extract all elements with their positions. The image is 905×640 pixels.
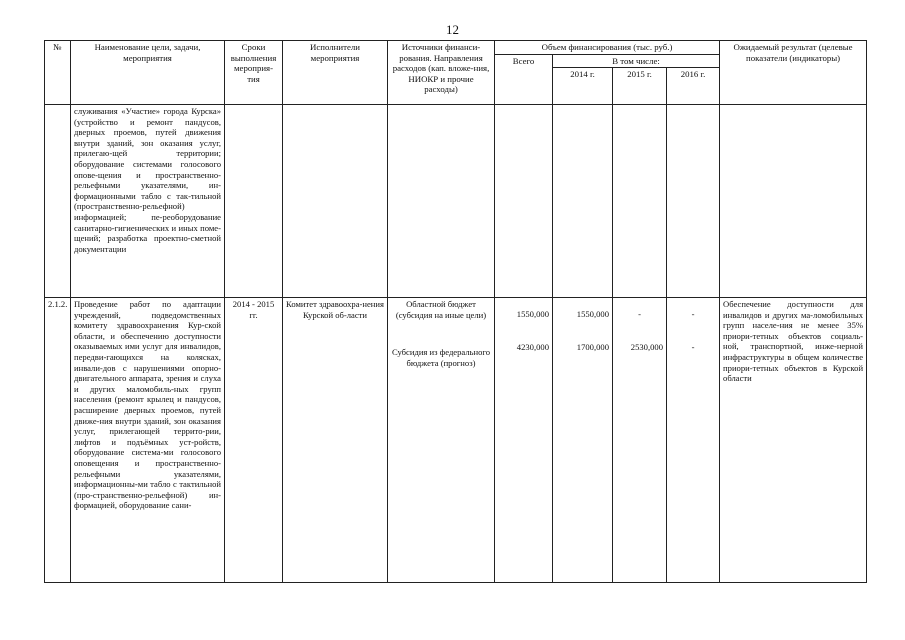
funding-2014: 1550,000 <box>576 309 609 319</box>
row-result: Обеспечение доступности для инвалидов и других ма-ломобильных групп населе-ния не менее 35% приори-тетных объектов социаль-ной, транспортной, инже-нерной инфраструктуры в общем количестве приори-тетных объектов в Курской области <box>720 298 867 583</box>
header-total: Всего <box>495 54 553 105</box>
row-num: 2.1.2. <box>45 298 71 583</box>
header-num: № <box>45 41 71 105</box>
row-num <box>45 105 71 298</box>
row-deadlines <box>225 105 283 298</box>
funding-source: Областной бюджет (субсидия на иные цели) <box>395 299 487 320</box>
row-total <box>495 298 553 583</box>
funding-2016: - <box>691 309 695 319</box>
header-year-2015: 2015 г. <box>613 68 667 105</box>
funding-2014: 1700,000 <box>576 342 609 352</box>
row-result <box>720 105 867 298</box>
funding-source: Субсидия из федерального бюджета (прогноз) <box>391 347 491 368</box>
row-2015 <box>613 298 667 583</box>
row-sources <box>388 298 495 583</box>
header-year-2014: 2014 г. <box>553 68 613 105</box>
row-2016 <box>667 298 720 583</box>
row-executors <box>283 105 388 298</box>
row-sources <box>388 105 495 298</box>
funding-total: 1550,000 <box>516 309 549 319</box>
row-executors: Комитет здравоохра-нения Курской об-ласти <box>283 298 388 583</box>
table-row <box>45 298 867 583</box>
row-name: Проведение работ по адаптации учреждений, подведомственных комитету здравоохранения Кур-ской области, и обеспечению доступности оказываемых ими услуг для инвалидов, передви-гающихся на колясках, инвали-дов с нарушениями опорно-двигательного аппарата, зрения и слуха и других маломобиль-ных групп населения (ремонт крылец и пандусов, расширение дверных проемов, путей движе-ния внутри зданий, зон оказания услуг, прилегающей террито-рии, лифтов и подъёмных уст-ройств, оборудование система-ми голосового оповещения и пространственно-рельефными указателями, информационны-ми табло с тактильной (про-странственно-рельефной) ин-формацией, оборудование сани- <box>71 298 225 583</box>
program-table <box>44 40 867 583</box>
header-result: Ожидаемый результат (целевые показатели (индикаторы) <box>720 41 867 105</box>
funding-2015: - <box>638 309 641 319</box>
header-deadlines: Сроки выполнения мероприя-тия <box>225 41 283 105</box>
row-name: служивания «Участие» города Курска» (устройство и ремонт пандусов, дверных проемов, путей движения внутри зданий, зон оказания услуг, прилегаю-щей территории; оборудование системами голосового опове-щения и пространственно-рельефными указателями, ин-формационными табло с так-тильной (пространственно-рельефной) информацией; пе-реоборудование санитарно-гигиенических и иных поме-щений; разработка проектно-сметной документации <box>71 105 225 298</box>
row-deadlines: 2014 - 2015 гг. <box>225 298 283 583</box>
header-including: В том числе: <box>553 54 720 68</box>
row-2014 <box>553 298 613 583</box>
header-executors: Исполнители мероприятия <box>283 41 388 105</box>
header-year-2016: 2016 г. <box>667 68 720 105</box>
funding-2016: - <box>691 342 695 352</box>
header-sources: Источники финанси-рования. Направления расходов (кап. вложе-ния, НИОКР и прочие расходы) <box>388 41 495 105</box>
funding-2015: 2530,000 <box>630 342 663 352</box>
header-funding-group: Объем финансирования (тыс. руб.) <box>495 41 720 55</box>
row-2015 <box>613 105 667 298</box>
header-name: Наименование цели, задачи, мероприятия <box>71 41 225 105</box>
page-number: 12 <box>446 22 459 37</box>
table-row <box>45 105 867 298</box>
row-total <box>495 105 553 298</box>
row-2016 <box>667 105 720 298</box>
row-2014 <box>553 105 613 298</box>
funding-total: 4230,000 <box>516 342 549 352</box>
